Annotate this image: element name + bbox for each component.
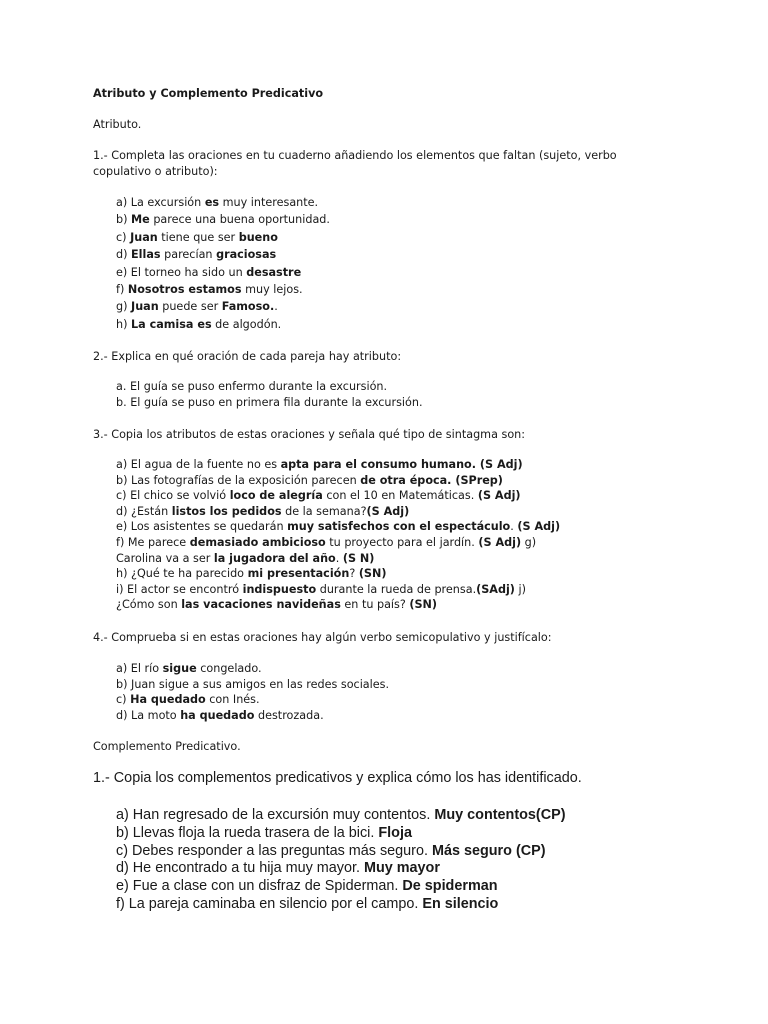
sentence-text: ? — [349, 567, 359, 581]
sentence-text: a) El río — [116, 662, 163, 675]
question-4-list — [116, 661, 389, 723]
sentence-text: g) — [521, 535, 537, 549]
answer-text: listos los pedidos — [171, 504, 282, 518]
sentence-text: . — [335, 551, 343, 565]
section-heading-predicativo: Complemento Predicativo. — [93, 740, 241, 753]
list-item — [116, 807, 566, 825]
sentence-text: b) Llevas floja la rueda trasera de la bici. — [116, 824, 379, 841]
question-3-heading: 3.- Copia los atributos de estas oraciones y señala qué tipo de sintagma son: — [93, 428, 526, 441]
question-1-heading-line: copulativo o atributo): — [93, 164, 218, 178]
sentence-text: Carolina va a ser — [116, 551, 214, 565]
list-item — [116, 473, 560, 489]
answer-text: es — [204, 196, 220, 209]
answer-text: Famoso. — [221, 300, 275, 314]
answer-text: (S Adj) — [477, 489, 521, 503]
answer-text: Ellas — [131, 248, 161, 262]
question-4-heading: 4.- Comprueba si en estas oraciones hay algún verbo semicopulativo y justifícalo: — [93, 631, 552, 644]
answer-text: Más seguro (CP) — [431, 842, 546, 859]
sentence-text: . — [274, 300, 278, 314]
list-item — [116, 692, 389, 708]
sentence-text: i) El actor se encontró — [116, 582, 243, 596]
list-item — [116, 298, 330, 315]
page-title: Atributo y Complemento Predicativo — [93, 87, 324, 100]
answer-text: Muy contentos(CP) — [434, 807, 566, 823]
list-item — [116, 281, 330, 298]
sentence-text: ¿Cómo son — [116, 598, 182, 612]
answer-text: De spiderman — [402, 878, 498, 895]
sentence-text: e) Los asistentes se quedarán — [116, 520, 288, 534]
answer-text: ha quedado — [180, 708, 255, 722]
list-item — [116, 379, 423, 395]
list-item — [116, 229, 330, 246]
sentence-text: a) Han regresado de la excursión muy contentos. — [116, 807, 435, 823]
list-item — [116, 535, 560, 551]
answer-text: de otra época. (SPrep) — [360, 473, 503, 487]
answer-text: mi presentación — [247, 567, 350, 581]
sentence-text: b. El guía se puso en primera fila durante la excursión. — [116, 395, 423, 409]
list-item — [116, 661, 389, 677]
question-1-heading — [93, 148, 617, 179]
sentence-text: de algodón. — [211, 317, 282, 331]
answer-text: La camisa es — [131, 317, 212, 331]
answer-text: apta para el consumo humano. (S Adj) — [280, 458, 523, 471]
sentence-text: . — [510, 520, 518, 534]
sentence-text: puede ser — [158, 300, 222, 314]
sentence-text: congelado. — [196, 662, 262, 675]
list-item — [116, 519, 560, 535]
answer-text: (S Adj) — [366, 504, 410, 518]
list-item — [116, 708, 389, 724]
sentence-text: destrozada. — [254, 708, 324, 722]
sentence-text: e) Fue a clase con un disfraz de Spiderman. — [116, 878, 403, 895]
answer-text: (SAdj) — [476, 582, 515, 596]
sentence-text: b) — [116, 213, 132, 227]
answer-text: Ha quedado — [130, 693, 206, 707]
list-item — [116, 878, 566, 896]
answer-text: muy satisfechos con el espectáculo — [287, 520, 511, 534]
sentence-text: a) El agua de la fuente no es — [116, 458, 281, 471]
answer-text: sigue — [162, 662, 197, 675]
sentence-text: e) El torneo ha sido un — [116, 265, 247, 279]
answer-text: (S N) — [342, 551, 375, 565]
list-item — [116, 896, 566, 914]
list-item — [116, 211, 330, 228]
sentence-text: parece una buena oportunidad. — [149, 213, 330, 227]
sentence-text: c) Debes responder a las preguntas más seguro. — [116, 842, 432, 859]
list-item — [116, 843, 566, 861]
sentence-text: a) La excursión — [116, 196, 205, 209]
sentence-text: c) — [116, 693, 131, 707]
list-item — [116, 488, 560, 504]
sentence-text: c) El chico se volvió — [116, 489, 230, 503]
answer-text: (SN) — [409, 598, 438, 612]
sentence-text: d) La moto — [116, 708, 181, 722]
answer-text: En silencio — [422, 895, 499, 912]
sentence-text: a. El guía se puso enfermo durante la excursión. — [116, 380, 388, 393]
sentence-text: de la semana? — [281, 504, 367, 518]
answer-text: Muy mayor — [363, 860, 440, 877]
answer-text: las vacaciones navideñas — [181, 598, 341, 612]
answer-text: loco de alegría — [229, 489, 323, 503]
list-item — [116, 566, 560, 582]
question-2-list — [116, 379, 423, 410]
section-heading-atributo: Atributo. — [93, 118, 142, 131]
sentence-text: f) Me parece — [116, 535, 190, 549]
sentence-text: tu proyecto para el jardín. — [325, 535, 479, 549]
answer-text: desastre — [246, 265, 302, 279]
sentence-text: f) — [116, 283, 128, 297]
sentence-text: durante la rueda de prensa. — [316, 582, 477, 596]
list-item — [116, 582, 560, 598]
sentence-text: c) — [116, 230, 131, 244]
sentence-text: h) ¿Qué te ha parecido — [116, 567, 248, 581]
list-item — [116, 677, 389, 693]
sentence-text: d) He encontrado a tu hija muy mayor. — [116, 860, 364, 877]
answer-text: indispuesto — [242, 582, 317, 596]
answer-text: bueno — [238, 230, 278, 244]
list-item — [116, 597, 560, 613]
sentence-text: con Inés. — [205, 693, 260, 707]
predicativo-question-1-list — [116, 807, 566, 914]
sentence-text: muy lejos. — [241, 283, 303, 297]
sentence-text: g) — [116, 300, 132, 314]
question-1-heading-line: 1.- Completa las oraciones en tu cuaderno añadiendo los elementos que faltan (sujeto, verbo — [93, 149, 617, 162]
sentence-text: j) — [514, 582, 526, 596]
list-item — [116, 194, 330, 211]
question-1-list — [116, 194, 330, 333]
list-item — [116, 551, 560, 567]
sentence-text: con el 10 en Matemáticas. — [322, 489, 478, 503]
list-item — [116, 316, 330, 333]
list-item — [116, 860, 566, 878]
list-item — [116, 395, 423, 411]
sentence-text: tiene que ser — [157, 230, 239, 244]
answer-text: (SN) — [358, 567, 387, 581]
list-item — [116, 264, 330, 281]
answer-text: Nosotros estamos — [127, 283, 242, 297]
sentence-text: en tu país? — [340, 598, 410, 612]
predicativo-question-1-heading: 1.- Copia los complementos predicativos y explica cómo los has identificado. — [93, 770, 582, 786]
list-item — [116, 504, 560, 520]
sentence-text: muy interesante. — [219, 196, 319, 209]
list-item — [116, 457, 560, 473]
answer-text: Juan — [131, 300, 159, 314]
question-2-heading: 2.- Explica en qué oración de cada pareja hay atributo: — [93, 350, 402, 363]
answer-text: Juan — [130, 230, 158, 244]
sentence-text: h) — [116, 317, 132, 331]
sentence-text: b) Las fotografías de la exposición parecen — [116, 473, 361, 487]
answer-text: la jugadora del año — [213, 551, 336, 565]
answer-text: graciosas — [216, 248, 277, 262]
answer-text: Floja — [378, 824, 412, 841]
sentence-text: d) ¿Están — [116, 504, 172, 518]
answer-text: Me — [131, 213, 150, 227]
question-3-list — [116, 457, 560, 613]
sentence-text: parecían — [160, 248, 217, 262]
answer-text: (S Adj) — [517, 520, 561, 534]
sentence-text: b) Juan sigue a sus amigos en las redes sociales. — [116, 677, 390, 691]
sentence-text: d) — [116, 248, 132, 262]
list-item — [116, 246, 330, 263]
answer-text: demasiado ambicioso — [189, 535, 326, 549]
answer-text: (S Adj) — [478, 535, 522, 549]
sentence-text: f) La pareja caminaba en silencio por el campo. — [116, 895, 423, 912]
list-item — [116, 825, 566, 843]
